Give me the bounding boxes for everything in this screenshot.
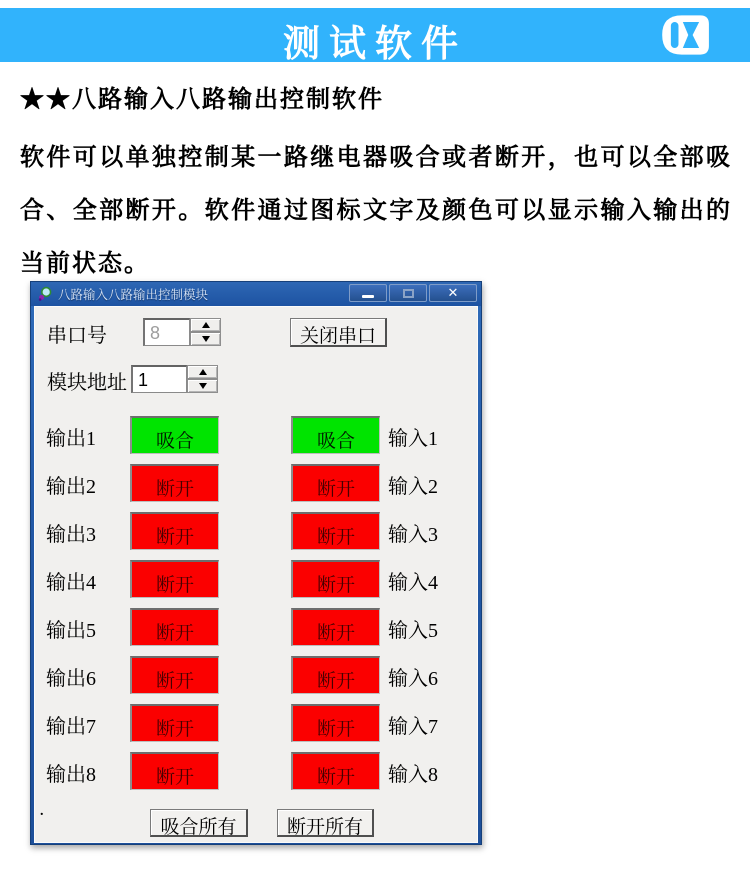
channel-row-3	[34, 512, 478, 550]
output-status-button[interactable]: 断开	[130, 752, 219, 790]
close-icon: ✕	[447, 285, 459, 301]
input-status-indicator: 断开	[291, 656, 380, 694]
stray-dot: .	[40, 804, 44, 819]
app-window-icon	[37, 286, 53, 302]
serial-port-input[interactable]: 8	[143, 318, 190, 346]
module-address-label: 模块地址	[47, 372, 127, 394]
header-bar	[0, 8, 750, 65]
channel-row-2	[34, 464, 478, 502]
spinner-down-icon[interactable]	[187, 379, 218, 393]
input-label: 输入6	[388, 668, 438, 690]
engage-all-button[interactable]: 吸合所有	[150, 809, 248, 837]
input-label: 输入8	[388, 764, 438, 786]
input-label: 输入1	[388, 428, 438, 450]
page-title: 测试软件	[283, 24, 467, 65]
window-controls	[349, 284, 477, 302]
intro-section	[20, 80, 732, 291]
channel-row-6	[34, 656, 478, 694]
input-status-indicator: 断开	[291, 512, 380, 550]
window-client-area	[34, 306, 478, 843]
input-status-indicator: 吸合	[291, 416, 380, 454]
output-label: 输出7	[46, 716, 96, 738]
output-label: 输出4	[46, 572, 96, 594]
input-label: 输入5	[388, 620, 438, 642]
channel-row-1	[34, 416, 478, 454]
output-status-button[interactable]: 断开	[130, 464, 219, 502]
output-status-button[interactable]: 断开	[130, 704, 219, 742]
output-status-button[interactable]: 断开	[130, 656, 219, 694]
input-status-indicator: 断开	[291, 608, 380, 646]
output-status-button[interactable]: 吸合	[130, 416, 219, 454]
control-module-window	[30, 281, 482, 845]
window-titlebar[interactable]	[31, 282, 481, 306]
minimize-button[interactable]	[349, 284, 387, 302]
spinner-up-icon[interactable]	[190, 318, 221, 332]
release-all-button[interactable]: 断开所有	[277, 809, 374, 837]
channel-row-8	[34, 752, 478, 790]
output-label: 输出1	[46, 428, 96, 450]
input-label: 输入4	[388, 572, 438, 594]
brand-k-logo-icon	[660, 14, 710, 56]
output-label: 输出2	[46, 476, 96, 498]
output-status-button[interactable]: 断开	[130, 560, 219, 598]
intro-heading: ★★八路输入八路输出控制软件	[20, 87, 384, 113]
output-label: 输出3	[46, 524, 96, 546]
channel-row-4	[34, 560, 478, 598]
input-label: 输入7	[388, 716, 438, 738]
input-status-indicator: 断开	[291, 560, 380, 598]
output-label: 输出5	[46, 620, 96, 642]
input-status-indicator: 断开	[291, 752, 380, 790]
spinner-up-icon[interactable]	[187, 365, 218, 379]
maximize-icon	[403, 289, 414, 298]
close-button[interactable]	[429, 284, 477, 302]
output-label: 输出8	[46, 764, 96, 786]
intro-paragraph: 软件可以单独控制某一路继电器吸合或者断开，也可以全部吸合、全部断开。软件通过图标文字及颜色可以显示输入输出的当前状态。	[20, 145, 732, 277]
channel-row-5	[34, 608, 478, 646]
maximize-button[interactable]	[389, 284, 427, 302]
close-serial-button[interactable]: 关闭串口	[290, 318, 387, 347]
input-status-indicator: 断开	[291, 704, 380, 742]
input-status-indicator: 断开	[291, 464, 380, 502]
channel-row-7	[34, 704, 478, 742]
input-label: 输入3	[388, 524, 438, 546]
serial-port-spinner	[190, 318, 221, 346]
input-label: 输入2	[388, 476, 438, 498]
output-status-button[interactable]: 断开	[130, 608, 219, 646]
output-status-button[interactable]: 断开	[130, 512, 219, 550]
module-address-spinner	[187, 365, 218, 393]
spinner-down-icon[interactable]	[190, 332, 221, 346]
window-title: 八路输入八路输出控制模块	[58, 288, 209, 302]
serial-port-label: 串口号	[47, 325, 107, 347]
minimize-icon	[362, 295, 374, 298]
output-label: 输出6	[46, 668, 96, 690]
module-address-input[interactable]: 1	[131, 365, 187, 393]
